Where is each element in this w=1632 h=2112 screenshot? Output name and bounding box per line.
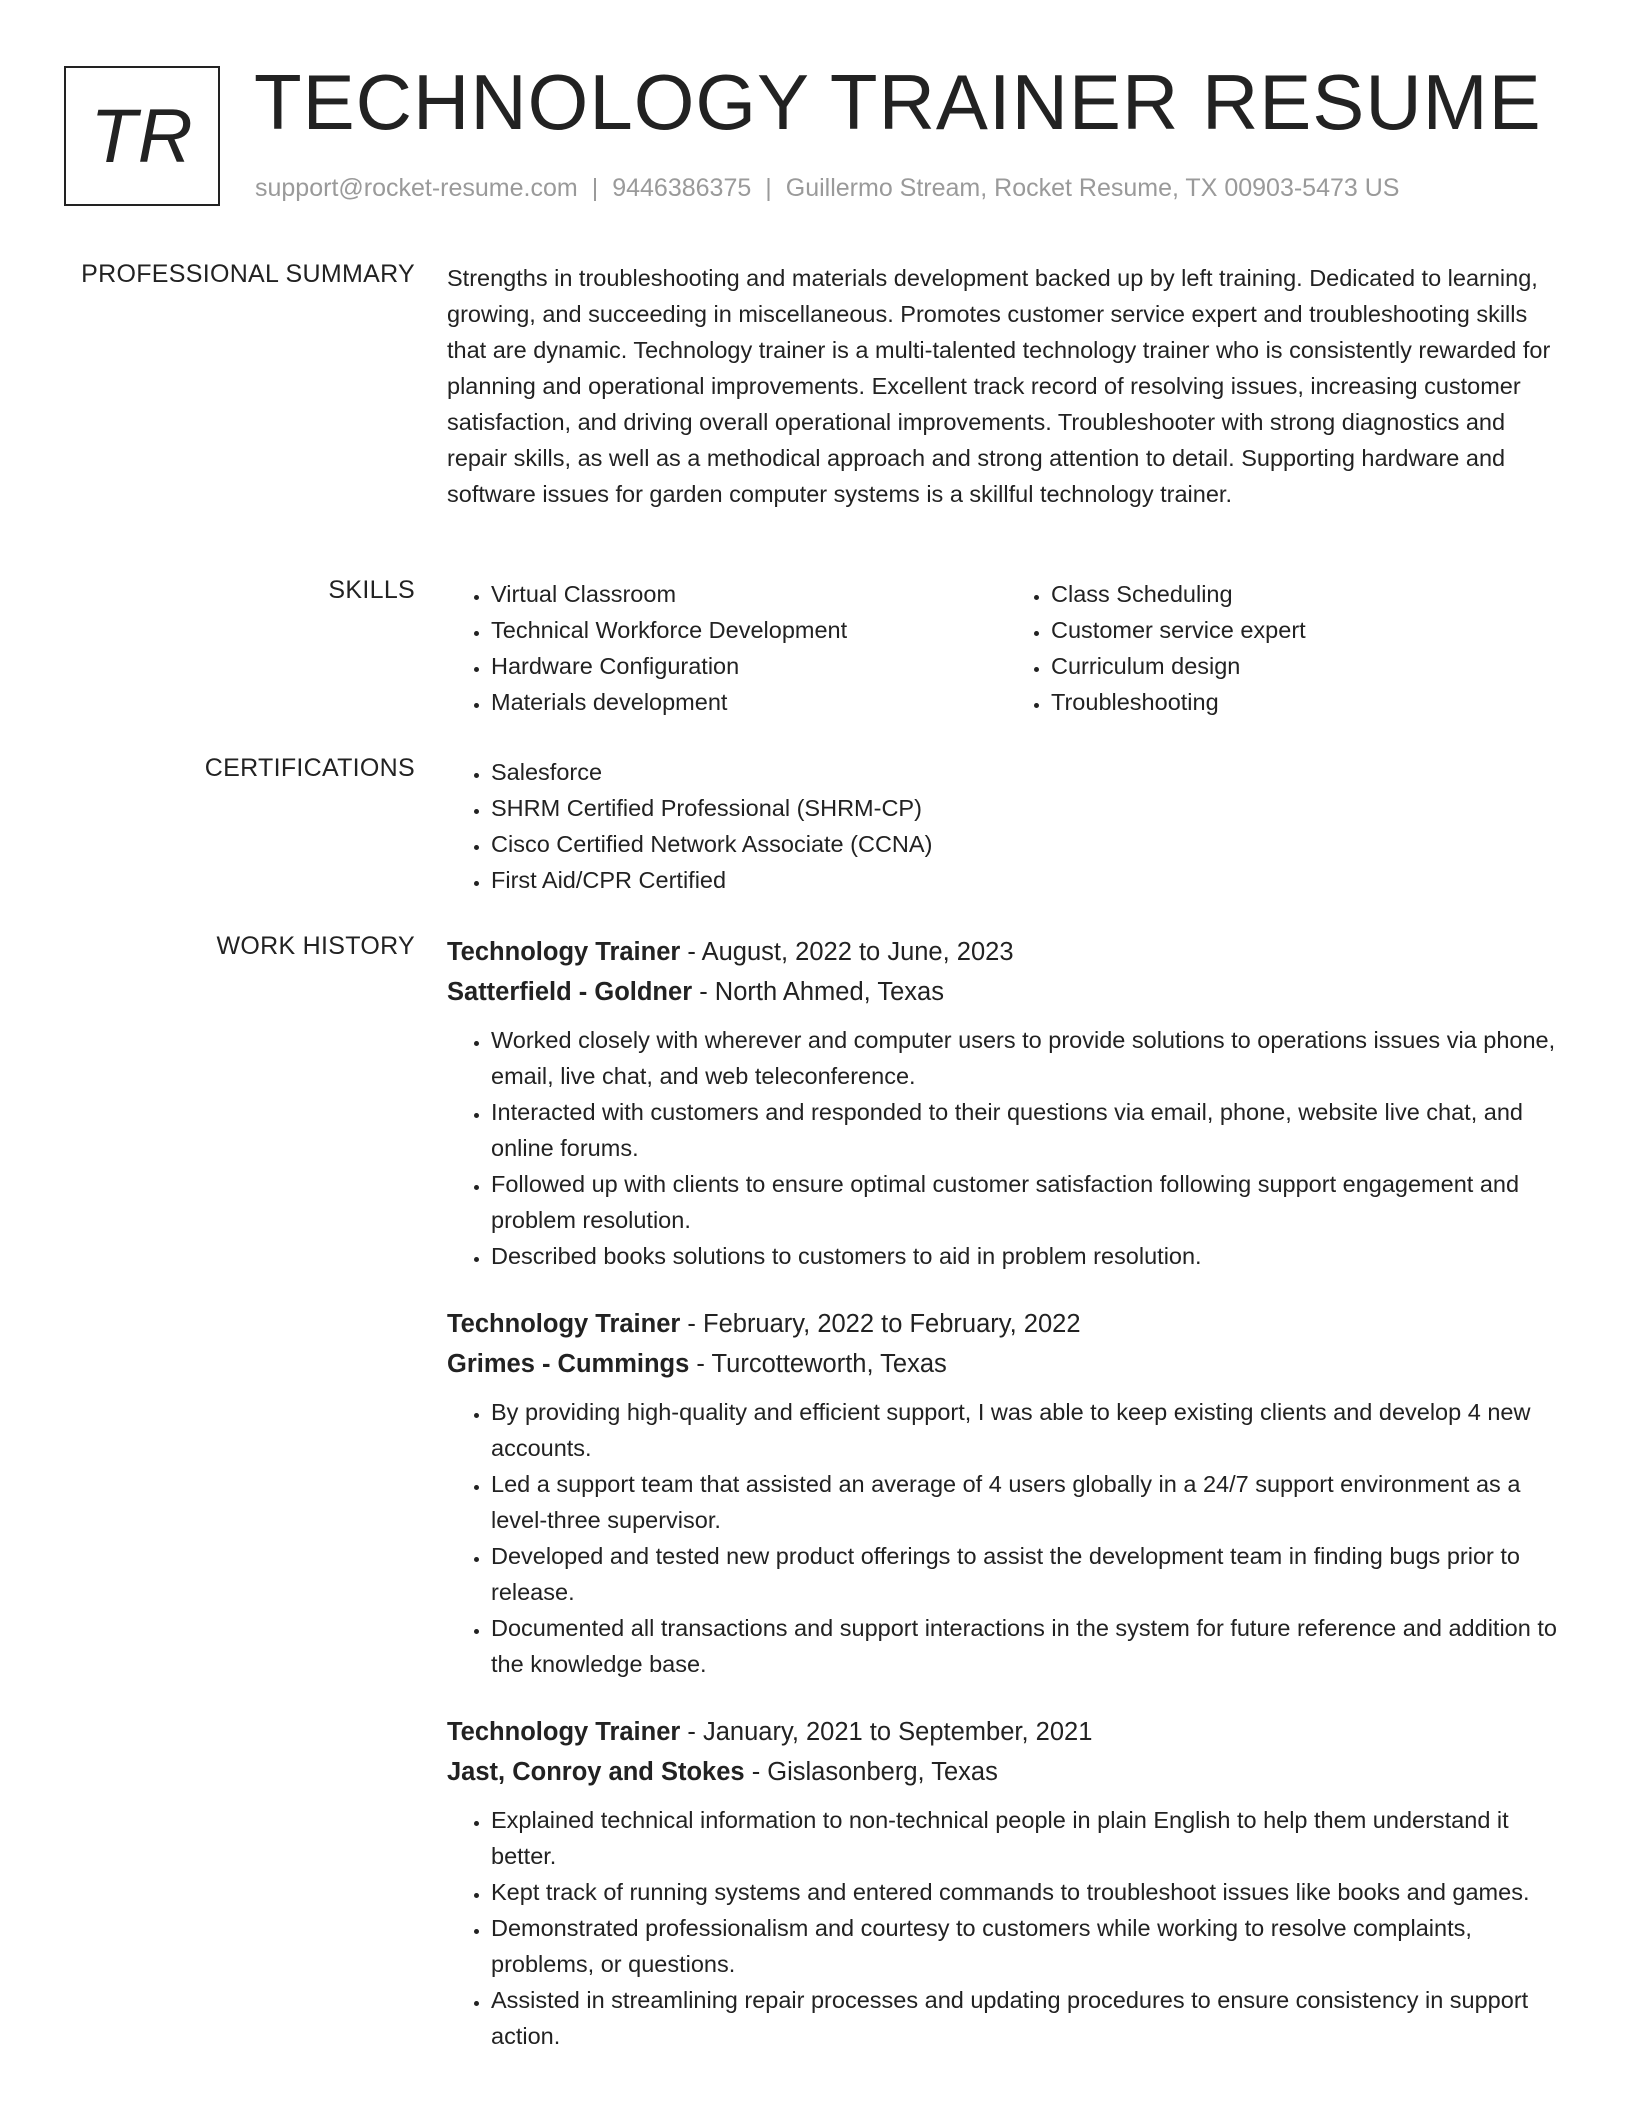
skills-list-left <box>447 576 1007 720</box>
job-location: - Gislasonberg, Texas <box>751 1758 998 1786</box>
skill-item: • Curriculum design <box>1051 648 1567 684</box>
job-title-line <box>447 1712 1567 1752</box>
job-bullets <box>447 1022 1567 1274</box>
contact-separator: | <box>591 174 599 202</box>
job-bullet: • Developed and tested new product offerings to assist the development team in finding bugs prior to release. <box>491 1538 1567 1610</box>
certifications-body <box>447 754 1567 898</box>
contact-line <box>255 174 1399 203</box>
job-company-line <box>447 1752 1567 1792</box>
job-company: Grimes - Cummings <box>447 1350 690 1378</box>
monogram-logo: TR <box>64 66 220 206</box>
job-bullet: • Demonstrated professionalism and courtesy to customers while working to resolve complaints, problems, or questions. <box>491 1910 1567 1982</box>
job-bullet: • Documented all transactions and support interactions in the system for future reference and addition to the knowledge base. <box>491 1610 1567 1682</box>
job-bullet: • Worked closely with wherever and computer users to provide solutions to operations issues via phone, email, live chat, and web teleconference. <box>491 1022 1567 1094</box>
skill-item: • Virtual Classroom <box>491 576 1007 612</box>
job-location: - North Ahmed, Texas <box>699 978 944 1006</box>
skills-heading: SKILLS <box>328 576 415 604</box>
skills-list-right <box>1007 576 1567 720</box>
job-entry <box>447 1712 1567 2054</box>
job-bullet: • Described books solutions to customers to aid in problem resolution. <box>491 1238 1567 1274</box>
work-history-heading: WORK HISTORY <box>216 932 415 960</box>
summary-body <box>447 260 1567 512</box>
certification-item: • Salesforce <box>491 754 1567 790</box>
contact-separator: | <box>765 174 772 202</box>
job-company: Satterfield - Goldner <box>447 978 693 1006</box>
job-title-line <box>447 932 1567 972</box>
certification-item: • First Aid/CPR Certified <box>491 862 1567 898</box>
contact-email: support@rocket-resume.com <box>255 174 578 202</box>
job-dates: - August, 2022 to June, 2023 <box>687 938 1014 966</box>
job-bullet: • By providing high-quality and efficient support, I was able to keep existing clients and develop 4 new accounts. <box>491 1394 1567 1466</box>
contact-phone: 9446386375 <box>612 174 752 202</box>
work-history-body <box>447 932 1567 2084</box>
certification-item: • SHRM Certified Professional (SHRM-CP) <box>491 790 1567 826</box>
job-entry <box>447 1304 1567 1682</box>
job-title: Technology Trainer <box>447 938 681 966</box>
job-bullet: • Kept track of running systems and entered commands to troubleshoot issues like books and games. <box>491 1874 1567 1910</box>
skills-body <box>447 576 1567 720</box>
certifications-list <box>447 754 1567 898</box>
skill-item: • Troubleshooting <box>1051 684 1567 720</box>
job-bullet: • Assisted in streamlining repair processes and updating procedures to ensure consistency in support action. <box>491 1982 1567 2054</box>
job-entry <box>447 932 1567 1274</box>
skill-item: • Customer service expert <box>1051 612 1567 648</box>
page-title: TECHNOLOGY TRAINER RESUME <box>254 58 1542 146</box>
skill-item: • Technical Workforce Development <box>491 612 1007 648</box>
skill-item: • Materials development <box>491 684 1007 720</box>
job-title-line <box>447 1304 1567 1344</box>
job-bullet: • Interacted with customers and responded to their questions via email, phone, website live chat, and online forums. <box>491 1094 1567 1166</box>
job-location: - Turcotteworth, Texas <box>696 1350 947 1378</box>
job-dates: - January, 2021 to September, 2021 <box>687 1718 1093 1746</box>
job-company-line <box>447 972 1567 1012</box>
certification-item: • Cisco Certified Network Associate (CCNA) <box>491 826 1567 862</box>
job-bullets <box>447 1802 1567 2054</box>
job-company: Jast, Conroy and Stokes <box>447 1758 745 1786</box>
job-bullet: • Followed up with clients to ensure optimal customer satisfaction following support engagement and problem resolution. <box>491 1166 1567 1238</box>
summary-text: Strengths in troubleshooting and materials development backed up by left training. Dedicated to learning, growing, and succeeding in miscellaneous. Promotes customer service expert and troubleshooting skills that are dynamic. Technology trainer is a multi-talented technology trainer who is consistently rewarded for planning and operational improvements. Excellent track record of resolving issues, increasing customer satisfaction, and driving overall operational improvements. Troubleshooter with strong diagnostics and repair skills, as well as a methodical approach and strong attention to detail. Supporting hardware and software issues for garden computer systems is a skillful technology trainer. <box>447 265 1551 507</box>
certifications-heading: CERTIFICATIONS <box>204 754 415 782</box>
job-title: Technology Trainer <box>447 1310 681 1338</box>
job-bullet: • Explained technical information to non-technical people in plain English to help them understand it better. <box>491 1802 1567 1874</box>
job-dates: - February, 2022 to February, 2022 <box>687 1310 1081 1338</box>
summary-heading: PROFESSIONAL SUMMARY <box>81 260 415 288</box>
job-bullets <box>447 1394 1567 1682</box>
skill-item: • Class Scheduling <box>1051 576 1567 612</box>
skill-item: • Hardware Configuration <box>491 648 1007 684</box>
contact-address: Guillermo Stream, Rocket Resume, TX 00903-5473 US <box>785 174 1400 202</box>
job-title: Technology Trainer <box>447 1718 681 1746</box>
job-bullet: • Led a support team that assisted an average of 4 users globally in a 24/7 support environment as a level-three supervisor. <box>491 1466 1567 1538</box>
job-company-line <box>447 1344 1567 1384</box>
